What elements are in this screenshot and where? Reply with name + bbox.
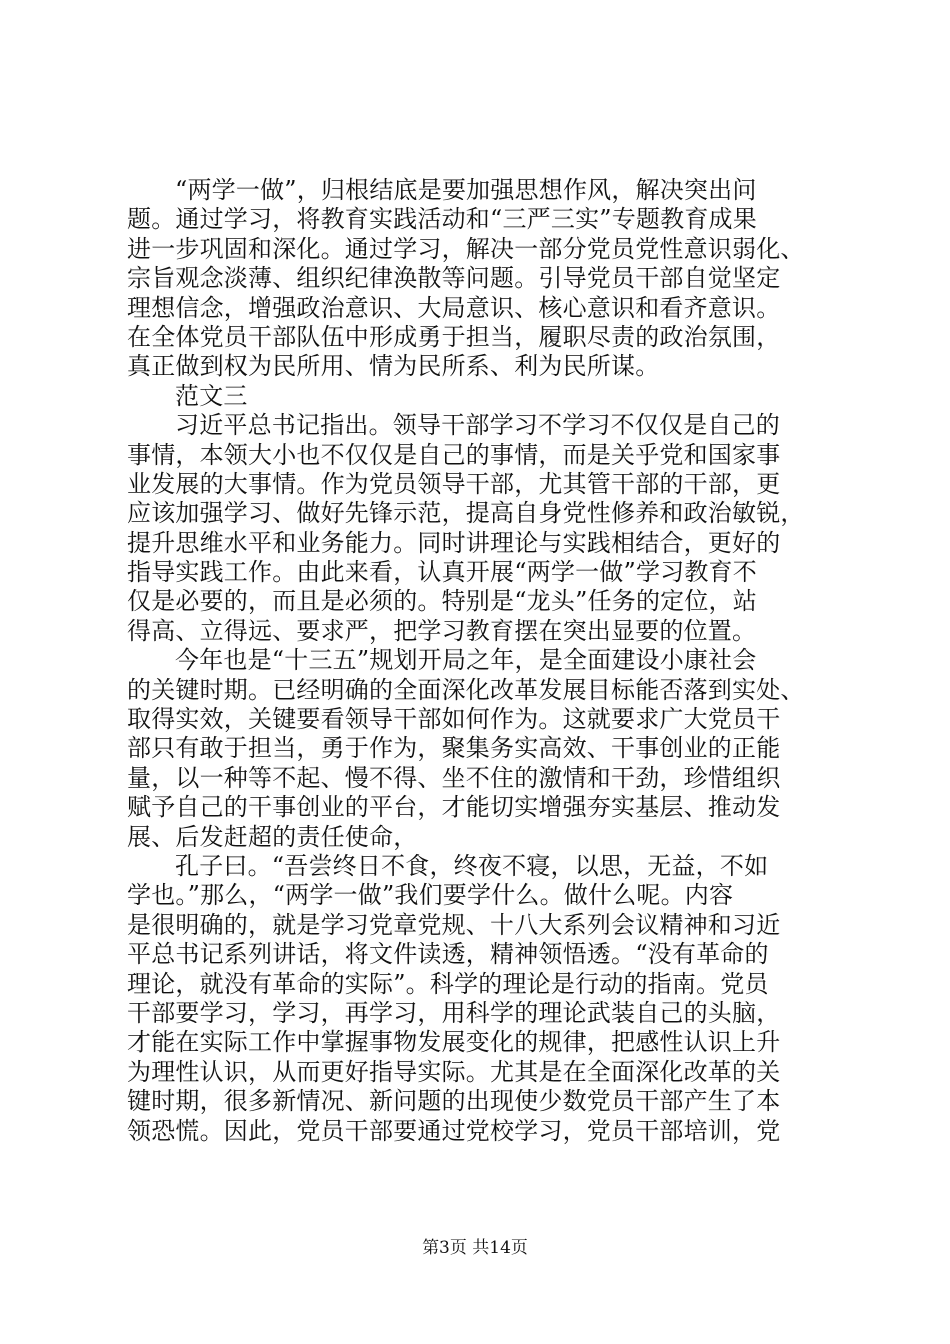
paragraph-line: 得高、立得远、要求严，把学习教育摆在突出显要的位置。: [127, 616, 757, 645]
paragraph-first-line: 范文三: [175, 381, 248, 410]
paragraph-line: 仅是必要的，而且是必须的。特别是“龙头”任务的定位，站: [127, 587, 757, 616]
paragraph-first-line: 今年也是“十三五”规划开局之年，是全面建设小康社会: [175, 646, 757, 675]
paragraph-first-line: 孔子曰。“吾尝终日不食，终夜不寝，以思，无益，不如: [175, 851, 769, 880]
paragraph-line: 指导实践工作。由此来看，认真开展“两学一做”学习教育不: [127, 558, 757, 587]
paragraph-line: 领恐慌。因此，党员干部要通过党校学习，党员干部培训，党: [127, 1116, 781, 1145]
paragraph-line: 展、后发赶超的责任使命，: [127, 822, 418, 851]
paragraph-line: 才能在实际工作中掌握事物发展变化的规律，把感性认识上升: [127, 1028, 781, 1057]
paragraph-line: 应该加强学习、做好先锋示范，提高自身党性修养和政治敏锐，: [127, 499, 805, 528]
paragraph-line: 业发展的大事情。作为党员领导干部，尤其管干部的干部，更: [127, 469, 781, 498]
paragraph-line: 赋予自己的干事创业的平台，才能切实增强夯实基层、推动发: [127, 793, 781, 822]
paragraph-first-line: “两学一做”，归根结底是要加强思想作风，解决突出问: [175, 176, 757, 204]
paragraph-line: 的关键时期。已经明确的全面深化改革发展目标能否落到实处、: [127, 675, 805, 704]
page-footer: 第3页 共14页: [422, 1238, 528, 1258]
paragraph-line: 是很明确的，就是学习党章党规、十八大系列会议精神和习近: [127, 910, 781, 939]
paragraph-line: 在全体党员干部队伍中形成勇于担当，履职尽责的政治氛围，: [127, 322, 781, 351]
paragraph-line: 干部要学习，学习，再学习，用科学的理论武装自己的头脑，: [127, 998, 781, 1027]
paragraph-line: 宗旨观念淡薄、组织纪律涣散等问题。引导党员干部自觉坚定: [127, 264, 781, 293]
paragraph-line: 真正做到权为民所用、情为民所系、利为民所谋。: [127, 352, 660, 381]
paragraph-line: 部只有敢于担当，勇于作为，聚集务实高效、干事创业的正能: [127, 734, 781, 763]
paragraph-line: 为理性认识，从而更好指导实际。尤其是在全面深化改革的关: [127, 1057, 781, 1086]
paragraph-line: 理想信念，增强政治意识、大局意识、核心意识和看齐意识。: [127, 293, 781, 322]
paragraph-line: 提升思维水平和业务能力。同时讲理论与实践相结合，更好的: [127, 528, 781, 557]
paragraph-line: 理论，就没有革命的实际”。科学的理论是行动的指南。党员: [127, 969, 769, 998]
paragraph-line: 量，以一种等不起、慢不得、坐不住的激情和干劲，珍惜组织: [127, 763, 781, 792]
paragraph-line: 键时期，很多新情况、新问题的出现使少数党员干部产生了本: [127, 1087, 781, 1116]
document-body: [127, 176, 831, 1146]
paragraph-first-line: 习近平总书记指出。领导干部学习不学习不仅仅是自己的: [175, 411, 780, 440]
paragraph-line: 事情，本领大小也不仅仅是自己的事情，而是关乎党和国家事: [127, 440, 781, 469]
paragraph-line: 题。通过学习，将教育实践活动和“三严三实”专题教育成果: [127, 205, 757, 234]
paragraph-line: 取得实效，关键要看领导干部如何作为。这就要求广大党员干: [127, 705, 781, 734]
paragraph-line: 学也。”那么，“两学一做”我们要学什么。做什么呢。内容: [127, 881, 734, 910]
paragraph-line: 进一步巩固和深化。通过学习，解决一部分党员党性意识弱化、: [127, 234, 805, 263]
paragraph-line: 平总书记系列讲话，将文件读透，精神领悟透。“没有革命的: [127, 940, 769, 969]
